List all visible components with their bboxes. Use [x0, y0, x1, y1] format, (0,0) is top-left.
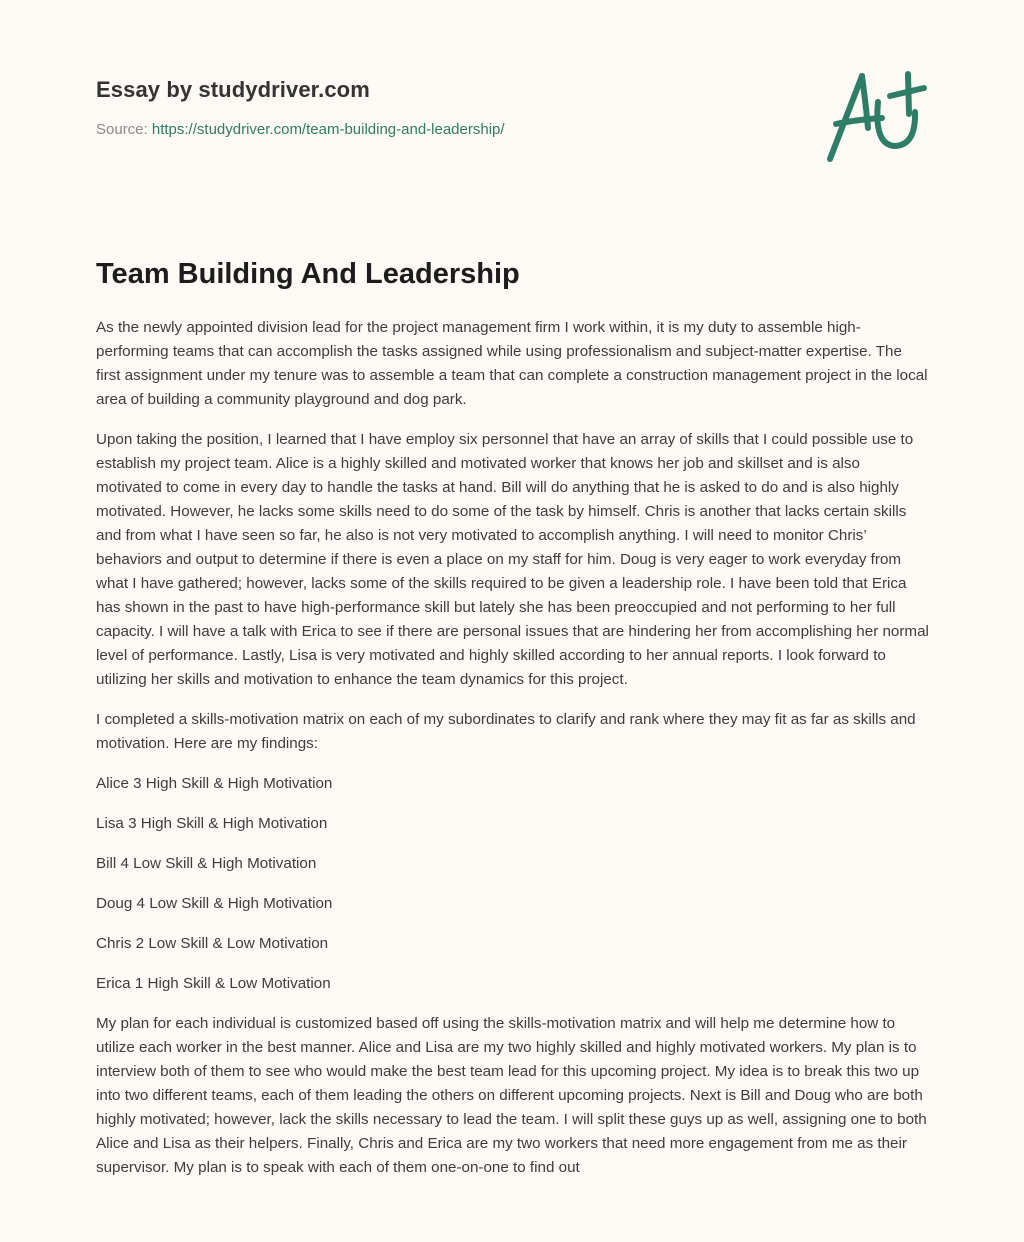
finding-bill: Bill 4 Low Skill & High Motivation [96, 855, 317, 872]
finding-chris: Chris 2 Low Skill & Low Motivation [96, 935, 329, 952]
source-link[interactable]: https://studydriver.com/team-building-and-leadership/ [151, 121, 505, 138]
page-header [96, 76, 796, 140]
essay-closing-paragraph: My plan for each individual is customized based off using the skills-motivation matrix and will help me determine how to utilize each worker in the best manner. Alice and Lisa are my two highly skilled and highly motivated workers. My plan is to interview both of them to see who would make the best team lead for this upcoming project. My idea is to break this two up into two different teams, each of them leading the others on different upcoming projects. Next is Bill and Doug who are both highly motivated; however, lack the skills necessary to lead the team. I will split these guys up as well, assigning one to both Alice and Lisa as their helpers. Finally, Chris and Erica are my two workers that need more engagement from me as their supervisor. My plan is to speak with each of them one-on-one to find out [96, 1015, 927, 1176]
finding-lisa: Lisa 3 High Skill & High Motivation [96, 815, 328, 832]
finding-erica: Erica 1 High Skill & Low Motivation [96, 975, 331, 992]
finding-doug: Doug 4 Low Skill & High Motivation [96, 895, 333, 912]
essay-content [96, 254, 930, 1196]
essay-paragraph-1: As the newly appointed division lead for the project management firm I work within, it is my duty to assemble high-performing teams that can accomplish the tasks assigned while using professionalism and subject-matter expertise. The first assignment under my tenure was to assemble a team that can complete a construction management project in the local area of building a community playground and dog park. [96, 319, 928, 408]
essay-paragraph-3: I completed a skills-motivation matrix on each of my subordinates to clarify and rank where they may fit as far as skills and motivation. Here are my findings: [96, 711, 916, 752]
site-brand: Essay by studydriver.com [96, 77, 370, 102]
source-line [96, 120, 796, 140]
essay-title: Team Building And Leadership [96, 258, 520, 290]
essay-paragraph-2: Upon taking the position, I learned that I have employ six personnel that have an array of skills that I could possible use to establish my project team. Alice is a highly skilled and motivated worker that knows her job and skillset and is also motivated to come in every day to handle the tasks at hand. Bill will do anything that he is asked to do and is also highly motivated. However, he lacks some skills need to do some of the task by himself. Chris is another that lacks certain skills and from what I have seen so far, he also is not very motivated to accomplish anything. I will need to monitor Chris’ behaviors and output to determine if there is even a place on my staff for him. Doug is very eager to work everyday from what I have gathered; however, lacks some of the skills required to be given a leadership role. I have been told that Erica has shown in the past to have high-performance skill but lately she has been preoccupied and not performing to her full capacity. I will have a talk with Erica to see if there are personal issues that are hindering her from accomplishing her normal level of performance. Lastly, Lisa is very motivated and highly skilled according to her annual reports. I look forward to utilizing her skills and motivation to enhance the team dynamics for this project. [96, 431, 929, 688]
a-plus-grade-icon [820, 66, 930, 166]
source-label: Source: [96, 121, 152, 138]
finding-alice: Alice 3 High Skill & High Motivation [96, 775, 333, 792]
